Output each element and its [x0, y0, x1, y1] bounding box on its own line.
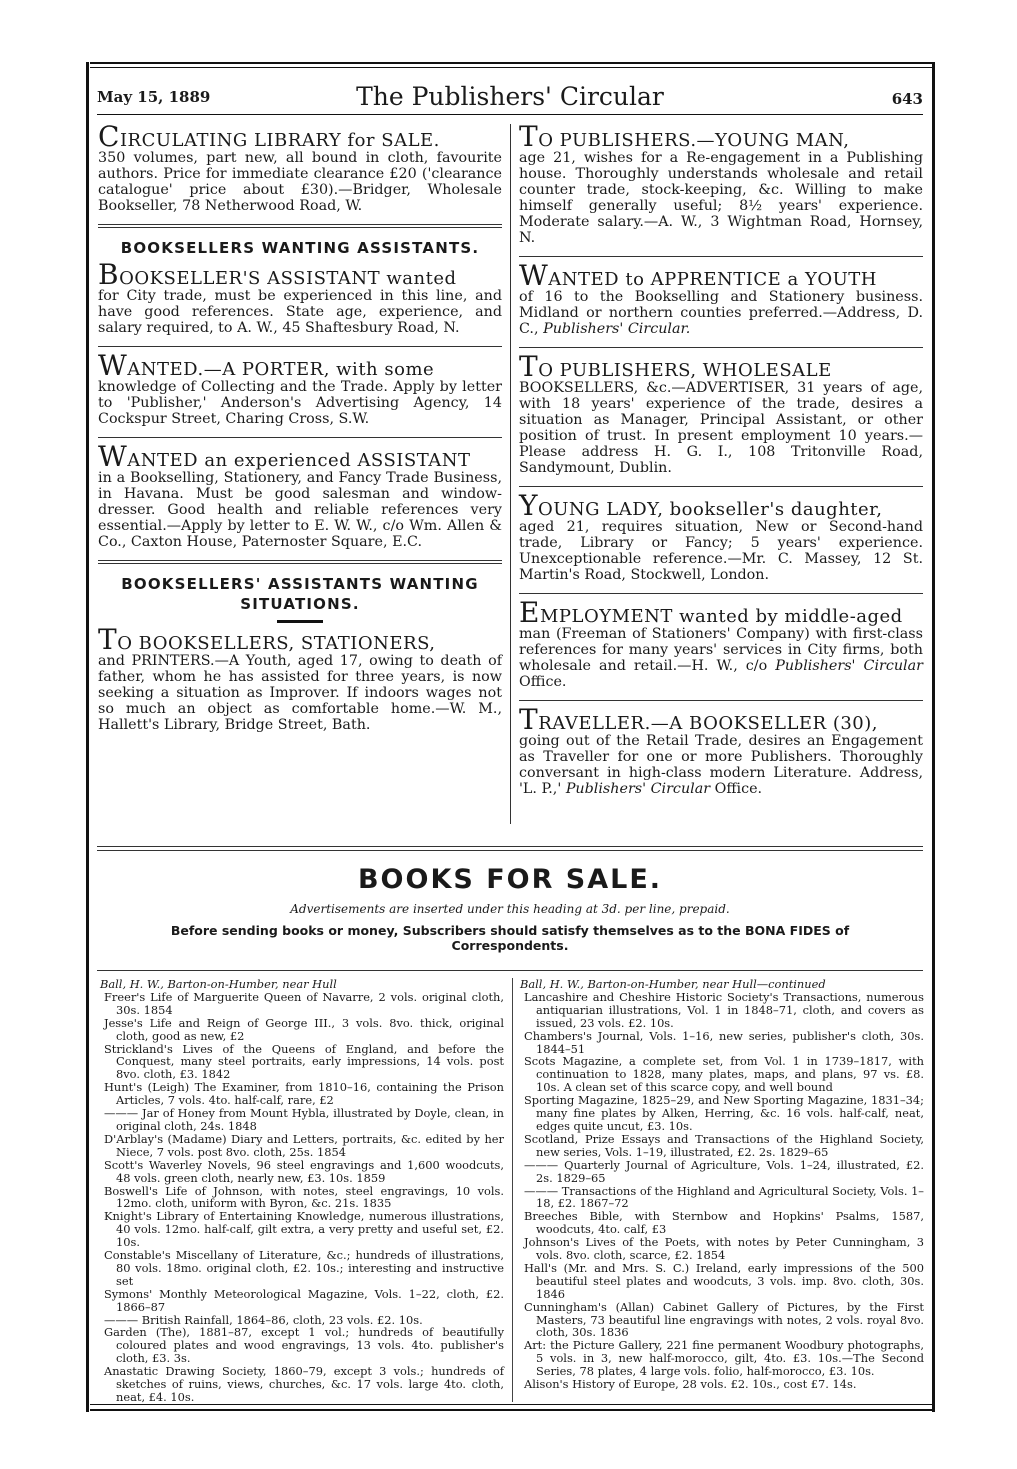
- drop-cap: W: [98, 440, 128, 473]
- bottom-border-rule-inner: [90, 1404, 932, 1405]
- ad-separator: [519, 486, 923, 487]
- ad-body: 350 volumes, part new, all bound in cloth, favourite authors. Price for immediate clearance £20 ('clearance catalogue' price about £30).—Bridger, Wholesale Bookseller, 78 Netherwood Road, W.: [98, 150, 502, 214]
- ad-heading: ANTED.—A PORTER, with some: [127, 359, 435, 380]
- ad-body-text: man (Freeman of Stationers' Company) with first-class references for many years' services in City firms, both wholesale and retail.—H. W., c/o: [519, 626, 923, 674]
- top-border-rule: [90, 62, 932, 64]
- left-border-rule: [86, 62, 89, 1412]
- ad-heading: OUNG LADY, bookseller's daughter,: [537, 499, 883, 520]
- ad-body-italic: Publishers' Circular: [565, 781, 711, 797]
- books-section-rule-inner: [97, 850, 923, 851]
- list-heading: Ball, H. W., Barton-on-Humber, near Hull—continued: [520, 977, 826, 991]
- ad-heading: IRCULATING LIBRARY for SALE.: [119, 130, 440, 151]
- book-entry: Jesse's Life and Reign of George III., 3 vols. 8vo. thick, original cloth, good as new, £2: [104, 1015, 504, 1043]
- ad-heading: O BOOKSELLERS, STATIONERS,: [117, 633, 436, 654]
- ad-opening: [98, 349, 435, 382]
- book-entry: ——— British Rainfall, 1864–86, cloth, 23 vols. £2. 10s.: [104, 1312, 423, 1327]
- drop-cap: T: [519, 120, 539, 153]
- ad-traveller: [519, 703, 923, 797]
- ad-heading: RAVELLER.—A BOOKSELLER (30),: [538, 713, 879, 734]
- ad-booksellers-assistant: [98, 258, 502, 336]
- ad-heading: MPLOYMENT wanted by middle-aged: [539, 606, 903, 627]
- ad-opening: [519, 703, 879, 736]
- ad-opening: [98, 440, 471, 473]
- ad-heading: ANTED an experienced ASSISTANT: [127, 450, 471, 471]
- ad-body-tail: Office.: [519, 674, 567, 690]
- section-rule: [98, 560, 502, 564]
- ad-separator: [98, 437, 502, 438]
- ad-opening: [98, 258, 457, 291]
- book-entry: Hall's (Mr. and Mrs. S. C.) Ireland, early impressions of the 500 beautiful steel plates and woodcuts, 3 vols. imp. 8vo. cloth, 30s. 1846: [524, 1260, 924, 1301]
- list-heading: Ball, H. W., Barton-on-Humber, near Hull: [100, 977, 337, 991]
- list-column-divider: [512, 978, 513, 1402]
- left-column: [98, 120, 502, 743]
- ad-opening: [519, 350, 832, 383]
- book-entry: ——— Transactions of the Highland and Agricultural Society, Vols. 1–18, £2. 1867–72: [524, 1183, 925, 1211]
- book-entry: Scott's Waverley Novels, 96 steel engravings and 1,600 woodcuts, 48 vols. green cloth, nearly new, £3. 10s. 1859: [104, 1157, 504, 1185]
- books-list-left: [100, 978, 504, 1404]
- ad-body-text: of 16 to the Bookselling and Stationery business. Midland or northern counties preferred.—Address, D. C.,: [519, 289, 923, 337]
- ad-opening: [519, 120, 850, 153]
- journal-title: The Publishers' Circular: [356, 82, 664, 111]
- ad-manager: [519, 350, 923, 476]
- book-entry: Sporting Magazine, 1825–29, and New Sporting Magazine, 1831–34; many fine plates by Alken, Herring, &c. 16 vols. half-calf, neat, edges quite uncut, £3. 10s.: [524, 1093, 924, 1133]
- book-entry: Strickland's Lives of the Queens of England, and before the Conquest, many steel portraits, early impressions, 14 vols. post 8vo. cloth, £3. 1842: [104, 1041, 504, 1082]
- book-entry: ——— Quarterly Journal of Agriculture, Vols. 1–24, illustrated, £2. 2s. 1829–65: [524, 1157, 924, 1185]
- ad-body: knowledge of Collecting and the Trade. Apply by letter to 'Publisher,' Anderson's Advertising Agency, 14 Cockspur Street, Charing Cross, S.W.: [98, 379, 502, 427]
- drop-cap: B: [98, 258, 120, 291]
- ad-young-man: [519, 120, 923, 246]
- book-entry: Anastatic Drawing Society, 1860–79, except 3 vols.; hundreds of sketches of ruins, views, churches, &c. 17 vols. large 4to. cloth, neat, £4. 10s.: [104, 1364, 504, 1404]
- ad-circulating-library: [98, 120, 502, 214]
- books-list-rule: [97, 970, 923, 971]
- ad-body-italic: Publishers' Circular: [775, 658, 923, 674]
- ad-separator: [519, 347, 923, 348]
- book-entry: Johnson's Lives of the Poets, with notes by Peter Cunningham, 3 vols. 8vo. cloth, scarce, £2. 1854: [524, 1235, 924, 1263]
- ad-body-text: going out of the Retail Trade, desires an Engagement as Traveller for one or more Publishers. Thoroughly conversant in high-class modern Literature. Address, 'L. P.,': [519, 733, 923, 797]
- book-entry: Lancashire and Cheshire Historic Society's Transactions, numerous antiquarian illustrations, Vol. 1 in 1848–71, cloth, and covers as issued, 23 vols. £2. 10s.: [524, 989, 924, 1030]
- drop-cap: T: [519, 703, 539, 736]
- section-rule: [98, 224, 502, 228]
- ad-heading: O PUBLISHERS.—YOUNG MAN,: [538, 130, 850, 151]
- books-for-sale-warning: Before sending books or money, Subscribers should satisfy themselves as to the BONA FIDES of Correspondents.: [170, 923, 850, 953]
- drop-cap: W: [519, 259, 549, 292]
- book-entry: Constable's Miscellany of Literature, &c.; hundreds of illustrations, 80 vols. 18mo. original cloth, £2. 10s.; interesting and instructive set: [104, 1248, 504, 1288]
- book-entry: Alison's History of Europe, 28 vols. £2. 10s., cost £7. 14s.: [524, 1377, 857, 1392]
- ad-heading: O PUBLISHERS, WHOLESALE: [538, 360, 832, 381]
- book-entry: Breeches Bible, with Sternbow and Hopkins' Psalms, 1587, woodcuts, 4to. calf, £3: [524, 1209, 924, 1237]
- ad-body: BOOKSELLERS, &c.—ADVERTISER, 31 years of age, with 18 years' experience of the trade, desires a situation as Manager, Principal Assistant, or other position of trust. In present employment 10 years.—Please address H. G. I., 108 Tritonville Road, Sandymount, Dublin.: [519, 380, 923, 476]
- books-for-sale-title: BOOKS FOR SALE.: [357, 864, 663, 895]
- ad-opening: [98, 623, 436, 656]
- drop-cap: E: [519, 596, 540, 629]
- drop-cap: Y: [519, 489, 538, 522]
- ad-body: [519, 733, 923, 797]
- drop-cap: W: [98, 349, 128, 382]
- ad-apprentice: [519, 259, 923, 337]
- book-entry: Knight's Library of Entertaining Knowledge, numerous illustrations, 40 vols. 12mo. half-calf, gilt extra, a very pretty and useful set, £2. 10s.: [104, 1209, 504, 1250]
- ad-opening: [519, 259, 878, 292]
- right-border-rule: [932, 62, 935, 1412]
- drop-cap: T: [98, 623, 118, 656]
- books-section-rule: [97, 846, 923, 847]
- drop-cap: C: [98, 120, 120, 153]
- page-header: [97, 82, 923, 110]
- bottom-border-rule: [90, 1409, 932, 1411]
- ad-separator: [98, 346, 502, 347]
- ad-porter: [98, 349, 502, 427]
- ad-separator: [519, 256, 923, 257]
- ad-body: in a Bookselling, Stationery, and Fancy Trade Business, in Havana. Must be good salesman and window-dresser. Good health and reliable references very essential.—Apply by letter to E. W. W., c/o Wm. Allen & Co., Caxton House, Paternoster Square, E.C.: [98, 470, 502, 550]
- top-border-rule-inner: [90, 67, 932, 68]
- ad-body: [519, 626, 923, 690]
- book-entry: Freer's Life of Marguerite Queen of Navarre, 2 vols. original cloth, 30s. 1854: [104, 989, 504, 1017]
- books-list-right: [520, 978, 924, 1391]
- column-divider: [510, 124, 511, 824]
- book-entry: Cunningham's (Allan) Cabinet Gallery of Pictures, by the First Masters, 73 beautiful line engravings with notes, 2 vols. royal 8vo. cloth, 30s. 1836: [524, 1299, 924, 1340]
- book-entry: Scotland, Prize Essays and Transactions of the Highland Society, new series, Vols. 1–19, illustrated, £2. 2s. 1829–65: [524, 1131, 924, 1159]
- ad-havana-assistant: [98, 440, 502, 550]
- ad-body-tail: Office.: [710, 781, 763, 797]
- ad-opening: [519, 596, 903, 629]
- page-number: 643: [891, 90, 923, 108]
- issue-date: May 15, 1889: [97, 88, 211, 106]
- ad-improver: [98, 623, 502, 733]
- ad-body: age 21, wishes for a Re-engagement in a Publishing house. Thoroughly understands wholesale and retail counter trade, stock-keeping, &c. Willing to make himself generally useful; 8½ years' experience. Moderate salary.—A. W., 3 Wightman Road, Hornsey, N.: [519, 150, 923, 246]
- header-rule: [97, 114, 923, 115]
- ad-employment: [519, 596, 923, 690]
- ad-body: [519, 289, 923, 337]
- book-entry: ——— Jar of Honey from Mount Hybla, illustrated by Doyle, clean, in original cloth, 24s. 1848: [104, 1106, 504, 1133]
- book-entry: Hunt's (Leigh) The Examiner, from 1810–16, containing the Prison Articles, 7 vols. 4to. half-calf, rare, £2: [104, 1080, 504, 1108]
- book-entry: Garden (The), 1881–87, except 1 vol.; hundreds of beautifully coloured plates and wood engravings, 13 vols. 4to. publisher's cloth, £3. 3s.: [104, 1325, 504, 1366]
- ad-opening: [519, 489, 883, 522]
- ad-opening: [98, 120, 440, 153]
- ad-young-lady: [519, 489, 923, 583]
- ad-body: for City trade, must be experienced in this line, and have good references. State age, experience, and salary required, to A. W., 45 Shaftesbury Road, N.: [98, 288, 502, 336]
- book-entry: Symons' Monthly Meteorological Magazine, Vols. 1–22, cloth, £2. 1866–87: [104, 1286, 504, 1314]
- ad-heading: OOKSELLER'S ASSISTANT wanted: [119, 268, 457, 289]
- section-heading-wanting-assistants: BOOKSELLERS WANTING ASSISTANTS.: [120, 239, 480, 257]
- books-for-sale-note: Advertisements are inserted under this heading at 3d. per line, prepaid.: [290, 902, 730, 916]
- book-entry: Chambers's Journal, Vols. 1–16, new series, publisher's cloth, 30s. 1844–51: [524, 1028, 924, 1056]
- ad-heading: ANTED to APPRENTICE a YOUTH: [548, 269, 878, 290]
- right-column: [519, 120, 923, 807]
- ad-body: and PRINTERS.—A Youth, aged 17, owing to death of father, whom he has assisted for three years, is now seeking a situation as Improver. If indoors wages not so much an object as comfortable home.—W. M., Hallett's Library, Bridge Street, Bath.: [98, 653, 502, 733]
- book-entry: Scots Magazine, a complete set, from Vol. 1 in 1739–1817, with continuation to 1828, many plates, maps, and plans, 97 vs. £8. 10s. A clean set of this scarce copy, and well bound: [524, 1054, 924, 1095]
- drop-cap: T: [519, 350, 539, 383]
- book-entry: D'Arblay's (Madame) Diary and Letters, portraits, &c. edited by her Niece, 7 vols. post 8vo. cloth, 25s. 1854: [104, 1131, 504, 1159]
- section-heading-assistants-wanting: BOOKSELLERS' ASSISTANTS WANTING SITUATIONS.: [121, 575, 479, 613]
- ad-body: aged 21, requires situation, New or Second-hand trade, Library or Fancy; 5 years' experience. Unexceptionable reference.—Mr. C. Massey, 12 St. Martin's Road, Stockwell, London.: [519, 519, 923, 583]
- book-entry: Boswell's Life of Johnson, with notes, steel engravings, 10 vols. 12mo. cloth, uniform with Byron, &c. 21s. 1835: [104, 1183, 504, 1211]
- ad-separator: [519, 593, 923, 594]
- book-entry: Art: the Picture Gallery, 221 fine permanent Woodbury photographs, 5 vols. in 3, new half-morocco, gilt, 4to. £3. 10s.—The Second Series, 78 plates, 4 large vols. folio, half-morocco, £3. 10s.: [524, 1338, 924, 1379]
- section-bar: [277, 620, 323, 623]
- ad-separator: [519, 700, 923, 701]
- ad-body-italic: Publishers' Circular.: [543, 321, 691, 337]
